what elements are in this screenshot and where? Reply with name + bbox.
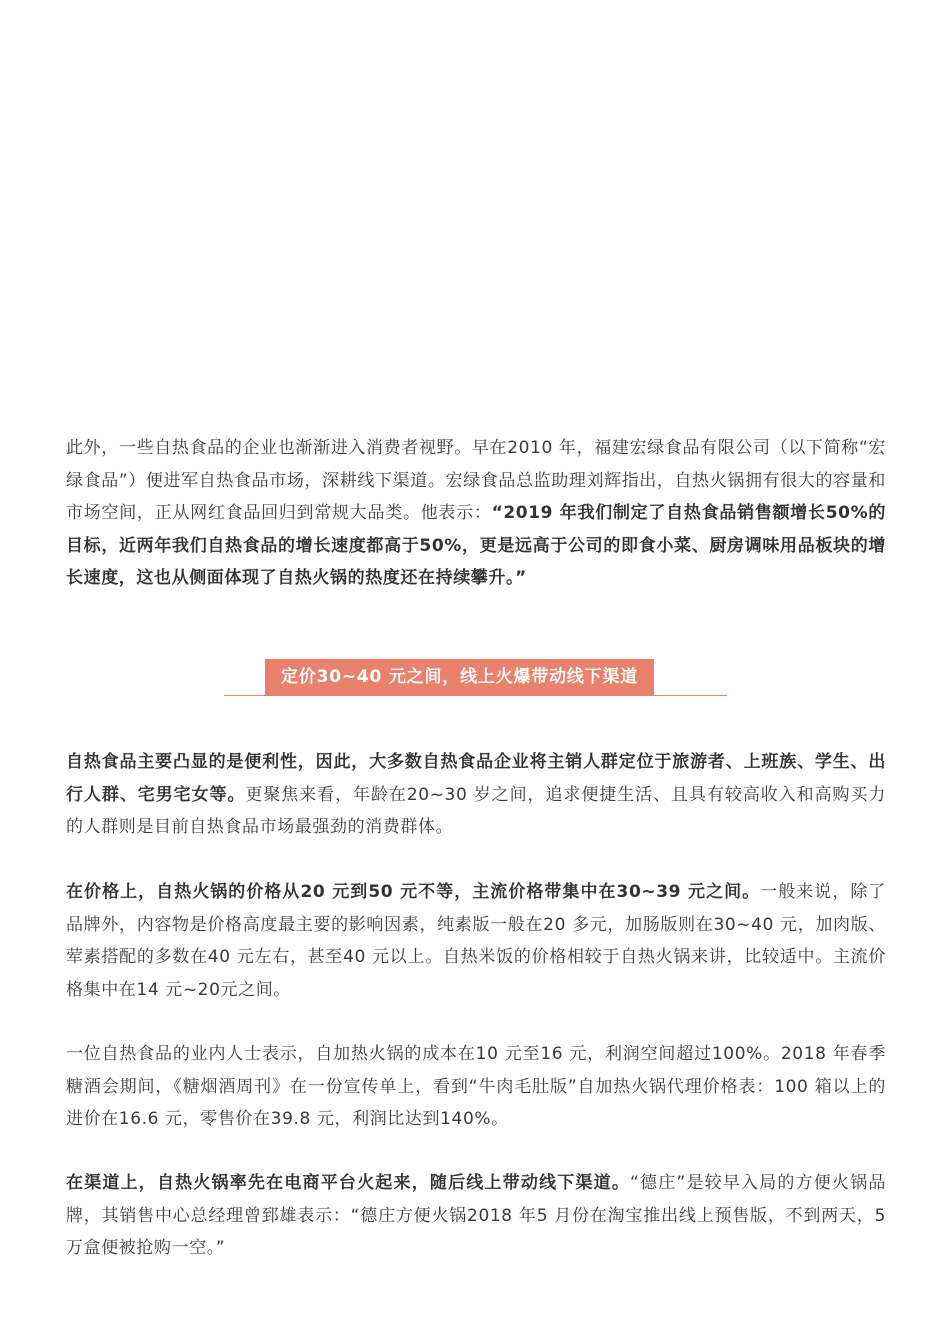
article-paragraph-3	[66, 876, 886, 1006]
paragraph-1-text: 此外，一些自热食品的企业也渐渐进入消费者视野。早在2010 年，福建宏绿食品有限公司（以下简称“宏绿食品”）便进军自热食品市场，深耕线下渠道。宏绿食品总监助理刘辉指出，自热火锅拥有很大的容量和市场空间，正从网红食品回归到常规大品类。他表示：	[66, 438, 886, 523]
paragraph-1-quote: “2019 年我们制定了自热食品销售额增长50%的目标，近两年我们自热食品的增长速度都高于50%，更是远高于公司的即食小菜、厨房调味用品板块的增长速度，这也从侧面体现了自热火锅的热度还在持续攀升。”	[66, 503, 886, 588]
paragraph-5-lead: 在渠道上，自热火锅率先在电商平台火起来，随后线上带动线下渠道。	[66, 1173, 631, 1193]
paragraph-3-lead: 在价格上，自热火锅的价格从20 元到50 元不等，主流价格带集中在30~39 元之间。	[66, 882, 761, 902]
paragraph-4-text: 一位自热食品的业内人士表示，自加热火锅的成本在10 元至16 元，利润空间超过100%。2018 年春季糖酒会期间，《糖烟酒周刊》在一份宣传单上，看到“牛肉毛肚版”自加热火锅代理价格表：100 箱以上的进价在16.6 元，零售价在39.8 元，利润比达到140%。	[66, 1044, 886, 1129]
article-paragraph-4	[66, 1038, 886, 1136]
paragraph-3-text: 一般来说，除了品牌外，内容物是价格高度最主要的影响因素，纯素版一般在20 多元，加肠版则在30~40 元，加肉版、荤素搭配的多数在40 元左右，甚至40 元以上。自热米饭的价格相较于自热火锅来讲，比较适中。主流价格集中在14 元~20元之间。	[66, 882, 886, 1000]
article-paragraph-5	[66, 1167, 886, 1265]
paragraph-5-text: “德庄”是较早入局的方便火锅品牌，其销售中心总经理曾郅雄表示：“德庄方便火锅2018 年5 月份在淘宝推出线上预售版，不到两天，5 万盒便被抢购一空。”	[66, 1173, 886, 1258]
article-paragraph-1	[66, 432, 886, 595]
section-heading-label: 定价30~40 元之间，线上火爆带动线下渠道	[265, 659, 654, 695]
section-heading-underline	[224, 695, 727, 696]
paragraph-2-text: 更聚焦来看，年龄在20~30 岁之间，追求便捷生活、且具有较高收入和高购买力的人群则是目前自热食品市场最强劲的消费群体。	[66, 784, 886, 837]
section-heading	[224, 659, 727, 696]
article-paragraph-2	[66, 746, 886, 844]
paragraph-2-lead: 自热食品主要凸显的是便利性，因此，大多数自热食品企业将主销人群定位于旅游者、上班族、学生、出行人群、宅男宅女等。	[66, 752, 886, 805]
